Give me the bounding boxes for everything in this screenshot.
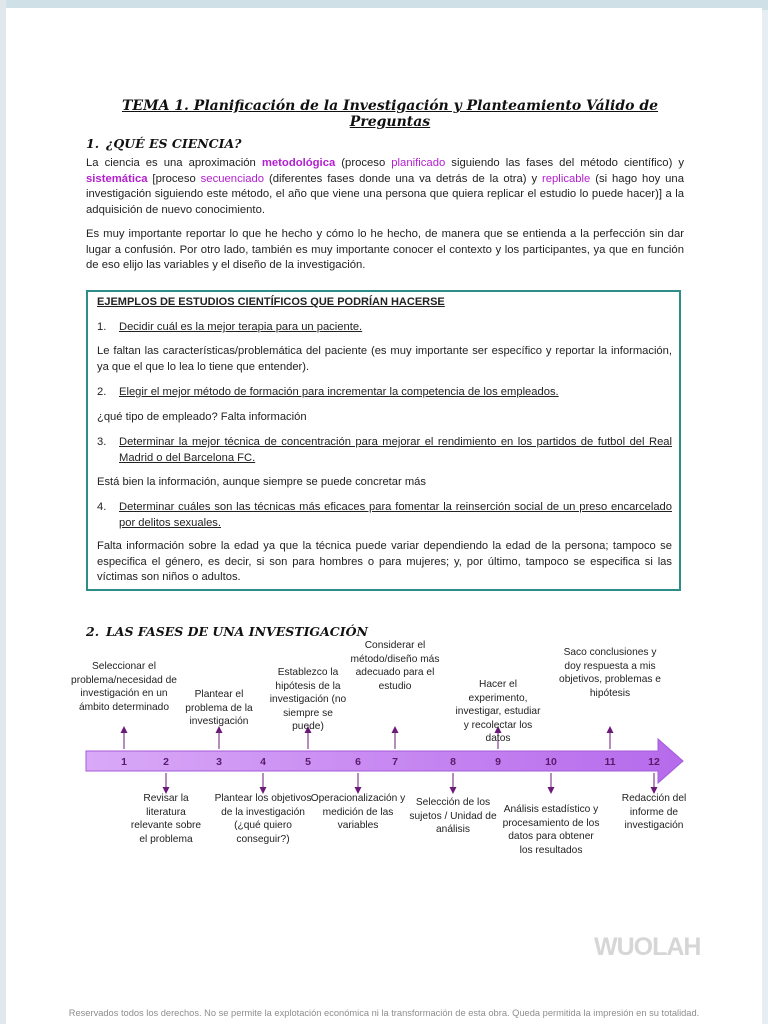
phase-label: Seleccionar el problema/necesidad de investigación en un ámbito determinado: [71, 661, 177, 713]
phase-number: 2: [163, 756, 169, 768]
text-run: siguiendo las fases del método científico) y: [445, 157, 685, 169]
phase-number: 4: [260, 756, 266, 768]
text-run: [proceso: [147, 172, 201, 185]
section-2-number: 2.: [86, 624, 100, 639]
example-comment: Le faltan las características/problemática del paciente (es muy importante ser específico y reportar la información, ya que el que lo lea lo tiene que entender).: [97, 345, 672, 373]
highlight-replicable: replicable: [541, 172, 591, 185]
phase-number: 12: [648, 756, 660, 768]
section-1-title: ¿QUÉ ES CIENCIA?: [106, 136, 242, 151]
wuolah-watermark-logo: WUOLAH: [594, 933, 701, 961]
phase-marker-arrowhead: [450, 787, 457, 794]
examples-heading: EJEMPLOS DE ESTUDIOS CIENTÍFICOS QUE PODRÍAN HACERSE: [97, 296, 445, 308]
reporting-paragraph: Es muy importante reportar lo que he hecho y cómo lo he hecho, de manera que se entienda a la perfección sin dar lugar a confusión. Por otro lado, también es muy importante conocer el contexto y los participantes, ya que en función de eso elijo las variables y el diseño de la investigación.: [86, 228, 684, 272]
phase-label: Selección de los sujetos / Unidad de análisis: [409, 797, 497, 836]
example-text: Elegir el mejor método de formación para incrementar la competencia de los empleados.: [119, 386, 559, 398]
phase-number: 9: [495, 756, 501, 768]
phase-marker-arrowhead: [392, 726, 399, 733]
example-number: 4.: [97, 501, 107, 513]
phase-number: 1: [121, 756, 127, 768]
phase-marker-arrowhead: [607, 726, 614, 733]
example-text: Determinar cuáles son las técnicas más eficaces para fomentar la reinserción social de un preso encarcelado por delitos sexuales.: [119, 501, 672, 529]
example-comment: Falta información sobre la edad ya que la técnica puede variar dependiendo la edad de la persona; tampoco se especifica el género, es decir, si son para hombres o para mujeres; y, por último, tampoco se especifica si las víctimas son niños o adultos.: [97, 540, 672, 584]
section-1-number: 1.: [86, 136, 100, 151]
text-run: (si hago hoy una investigación siguiendo este método, el año que viene una persona que quiera replicar el estudio lo puede hacer)] a la adquisición de nuevo conocimiento.: [86, 172, 684, 217]
phase-label: Plantear el problema de la investigación: [185, 689, 253, 728]
highlight-secuenciado: secuenciado: [200, 172, 265, 185]
copyright-footer: Reservados todos los derechos. No se permite la explotación económica ni la transformación de esta obra. Queda permitida la impresión en su totalidad.: [68, 1008, 700, 1018]
example-text: Determinar la mejor técnica de concentración para mejorar el rendimiento en los partidos de futbol del Real Madrid o del Barcelona FC.: [119, 436, 672, 464]
phase-marker-arrowhead: [121, 726, 128, 733]
example-text: Decidir cuál es la mejor terapia para un paciente.: [119, 321, 363, 333]
phase-number: 7: [392, 756, 398, 768]
phase-label: Hacer el experimento, investigar, estudiar y recolectar los datos: [455, 679, 541, 745]
phase-label: Revisar la literatura relevante sobre el problema: [130, 793, 202, 845]
phase-label: Plantear los objetivos de la investigación (¿qué quiero conseguir?): [214, 793, 312, 845]
timeline-arrow: [86, 739, 683, 783]
text-run: La ciencia es una aproximación: [86, 157, 262, 169]
example-number: 3.: [97, 436, 107, 448]
example-comment: Está bien la información, aunque siempre se puede concretar más: [97, 476, 426, 488]
phase-label: Saco conclusiones y doy respuesta a mis objetivos, problemas e hipótesis: [559, 647, 661, 699]
phase-number: 3: [216, 756, 222, 768]
example-comment: ¿qué tipo de empleado? Falta información: [97, 411, 307, 423]
phase-label: Operacionalización y medición de las variables: [310, 793, 406, 832]
phase-label: Redacción del informe de investigación: [621, 793, 687, 832]
document-page: [6, 8, 762, 1024]
example-number: 2.: [97, 386, 107, 398]
highlight-sistematica: sistemática: [86, 172, 148, 185]
document-title: TEMA 1. Planificación de la Investigación y Planteamiento Válido de Preguntas: [121, 98, 659, 130]
example-number: 1.: [97, 321, 107, 333]
section-2-title: LAS FASES DE UNA INVESTIGACIÓN: [106, 624, 368, 639]
phase-label: Establezco la hipótesis de la investigación (no siempre se puede): [269, 667, 347, 733]
phase-label: Considerar el método/diseño más adecuado para el estudio: [350, 640, 440, 692]
text-run: (diferentes fases donde una va detrás de la otra) y: [264, 172, 542, 185]
phase-number: 6: [355, 756, 361, 768]
highlight-planificado: planificado: [391, 157, 446, 169]
text-run: (proceso: [335, 157, 392, 169]
phase-number: 8: [450, 756, 456, 768]
timeline-diagram: [6, 8, 762, 1024]
phase-label: Análisis estadístico y procesamiento de los datos para obtener los resultados: [502, 804, 600, 856]
phase-marker-arrowhead: [548, 787, 555, 794]
phase-number: 5: [305, 756, 311, 768]
highlight-metodologica: metodológica: [261, 157, 336, 169]
phase-number: 10: [545, 756, 557, 768]
phase-number: 11: [604, 756, 616, 768]
